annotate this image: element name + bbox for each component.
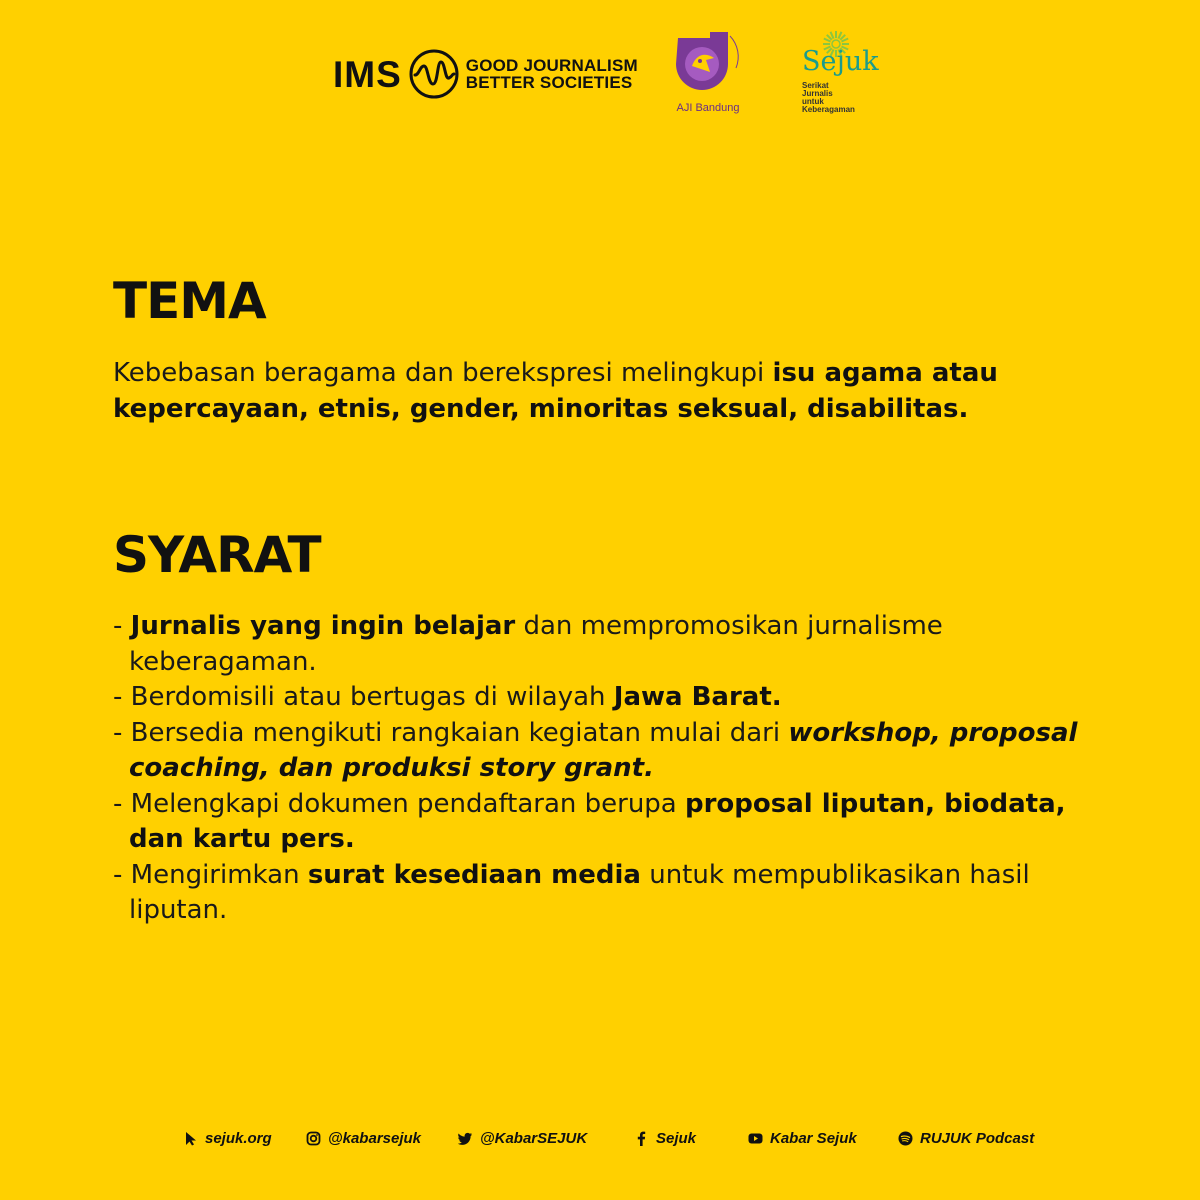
tema-text-plain: Kebebasan beragama dan berekspresi melingkupi — [113, 358, 773, 388]
spotify-icon — [898, 1131, 913, 1146]
list-dash: - — [113, 717, 131, 748]
tema-text — [113, 355, 1073, 427]
footer-website-label: sejuk.org — [205, 1130, 272, 1147]
syarat-item — [113, 787, 1123, 858]
ims-tagline-line2: BETTER SOCIETIES — [465, 73, 633, 92]
sejuk-sub-line1: Serikat — [802, 81, 829, 90]
syarat-item-rest: dan mempromosikan jurnalisme keberagaman. — [129, 611, 943, 677]
footer-facebook-link[interactable] — [634, 1130, 696, 1147]
syarat-item-bold: surat kesediaan media — [307, 859, 641, 890]
aji-name: AJI Bandung — [676, 102, 740, 114]
tema-text-bold: isu agama atau kepercayaan, etnis, gender, minoritas seksual, disabilitas. — [113, 358, 998, 424]
syarat-item-rest: untuk mempublikasikan hasil liputan. — [129, 859, 1030, 925]
youtube-icon — [748, 1131, 763, 1146]
cursor-icon — [183, 1131, 198, 1146]
sejuk-logo — [800, 28, 900, 120]
ims-wordmark: IMS — [333, 53, 402, 95]
footer-spotify-label: RUJUK Podcast — [920, 1130, 1035, 1147]
sejuk-subtitle — [802, 82, 855, 114]
footer-website-link[interactable] — [183, 1130, 272, 1147]
footer-twitter-link[interactable] — [458, 1130, 587, 1147]
ims-logo — [333, 48, 638, 100]
list-dash: - — [113, 682, 131, 712]
syarat-item — [113, 609, 1123, 680]
twitter-icon — [458, 1131, 473, 1146]
ims-tagline-line1: GOOD JOURNALISM — [465, 56, 638, 75]
list-dash: - — [113, 859, 131, 890]
footer-spotify-link[interactable] — [898, 1130, 1034, 1147]
footer-instagram-link[interactable] — [306, 1130, 421, 1147]
footer-instagram-label: @kabarsejuk — [328, 1130, 422, 1147]
partner-logos — [0, 28, 1200, 128]
footer-facebook-label: Sejuk — [656, 1130, 697, 1147]
syarat-item-plain: Bersedia mengikuti rangkaian kegiatan mulai dari — [130, 717, 789, 748]
footer-twitter-label: @KabarSEJUK — [480, 1130, 588, 1147]
aji-emblem-icon — [670, 28, 746, 98]
instagram-icon — [306, 1131, 321, 1146]
syarat-item — [113, 680, 1123, 716]
facebook-icon — [634, 1131, 649, 1146]
tema-heading: TEMA — [113, 272, 266, 330]
syarat-item-plain: Berdomisili atau bertugas di wilayah — [130, 682, 614, 712]
syarat-item-bold: Jurnalis yang ingin belajar — [130, 611, 516, 641]
list-dash: - — [113, 611, 131, 641]
syarat-item-plain: Melengkapi dokumen pendaftaran berupa — [130, 788, 685, 819]
footer-youtube-label: Kabar Sejuk — [770, 1130, 857, 1147]
ims-wave-icon — [408, 48, 460, 100]
social-footer — [0, 1130, 1200, 1156]
syarat-list — [113, 609, 1123, 929]
ims-tagline — [466, 57, 638, 91]
aji-bandung-logo — [668, 28, 748, 120]
syarat-item-bold-italic: workshop, proposal coaching, dan produksi story grant. — [129, 717, 1078, 783]
syarat-item — [113, 716, 1123, 787]
syarat-item-bold: Jawa Barat. — [613, 682, 782, 712]
syarat-heading: SYARAT — [113, 526, 321, 584]
list-dash: - — [113, 788, 131, 819]
syarat-item — [113, 858, 1123, 929]
sejuk-sub-line4: Keberagaman — [802, 105, 855, 114]
sejuk-sub-line3: untuk — [802, 97, 824, 106]
footer-youtube-link[interactable] — [748, 1130, 857, 1147]
syarat-item-bold: proposal liputan, biodata, dan kartu pers. — [129, 788, 1066, 854]
sejuk-sub-line2: Jurnalis — [802, 89, 833, 98]
sejuk-wordmark: Sejuk — [802, 46, 879, 77]
syarat-item-plain: Mengirimkan — [130, 859, 308, 890]
